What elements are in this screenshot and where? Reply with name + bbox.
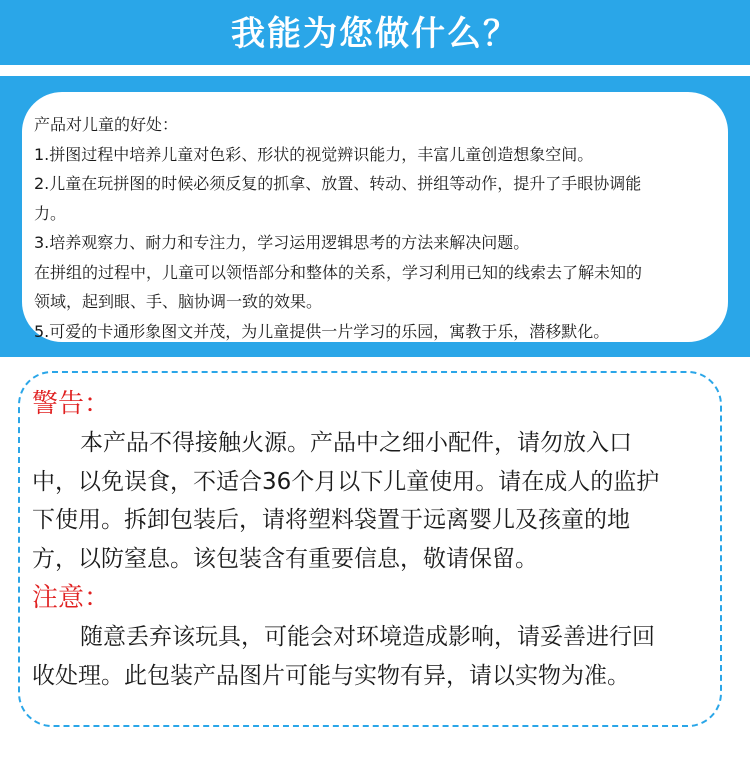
benefits-line: 2.儿童在玩拼图的时候必须反复的抓拿、放置、转动、拼组等动作，提升了手眼协调能 xyxy=(34,174,642,193)
benefits-text xyxy=(34,110,724,346)
warning-notice-text xyxy=(32,384,722,695)
warning-line: 中，以免误食，不适合36个月以下儿童使用。请在成人的监护 xyxy=(32,468,660,495)
benefits-line: 5.可爱的卡通形象图文并茂，为儿童提供一片学习的乐园，寓教于乐，潜移默化。 xyxy=(34,321,610,341)
warning-line: 下使用。拆卸包装后，请将塑料袋置于远离婴儿及孩童的地 xyxy=(32,507,630,533)
benefits-heading: 产品对儿童的好处： xyxy=(34,115,179,134)
benefits-line: 在拼组的过程中，儿童可以领悟部分和整体的关系，学习利用已知的线索去了解未知的 xyxy=(34,262,643,282)
warning-line: 方，以防窒息。该包装含有重要信息，敬请保留。 xyxy=(32,545,538,572)
warning-heading: 警告： xyxy=(32,389,111,419)
benefits-line: 3.培养观察力、耐力和专注力，学习运用逻辑思考的方法来解决问题。 xyxy=(34,233,530,252)
benefits-line: 1.拼图过程中培养儿童对色彩、形状的视觉辨识能力，丰富儿童创造想象空间。 xyxy=(34,144,594,164)
warning-line: 本产品不得接触火源。产品中之细小配件，请勿放入口 xyxy=(80,430,632,456)
benefits-line: 领域，起到眼、手、脑协调一致的效果。 xyxy=(34,292,323,311)
notice-line: 收处理。此包装产品图片可能与实物有异，请以实物为准。 xyxy=(32,662,630,689)
notice-line: 随意丢弃该玩具，可能会对环境造成影响，请妥善进行回 xyxy=(80,624,655,650)
page-title: 我能为您做什么？ xyxy=(231,14,519,54)
notice-heading: 注意： xyxy=(32,583,111,613)
benefits-line: 力。 xyxy=(34,203,67,223)
